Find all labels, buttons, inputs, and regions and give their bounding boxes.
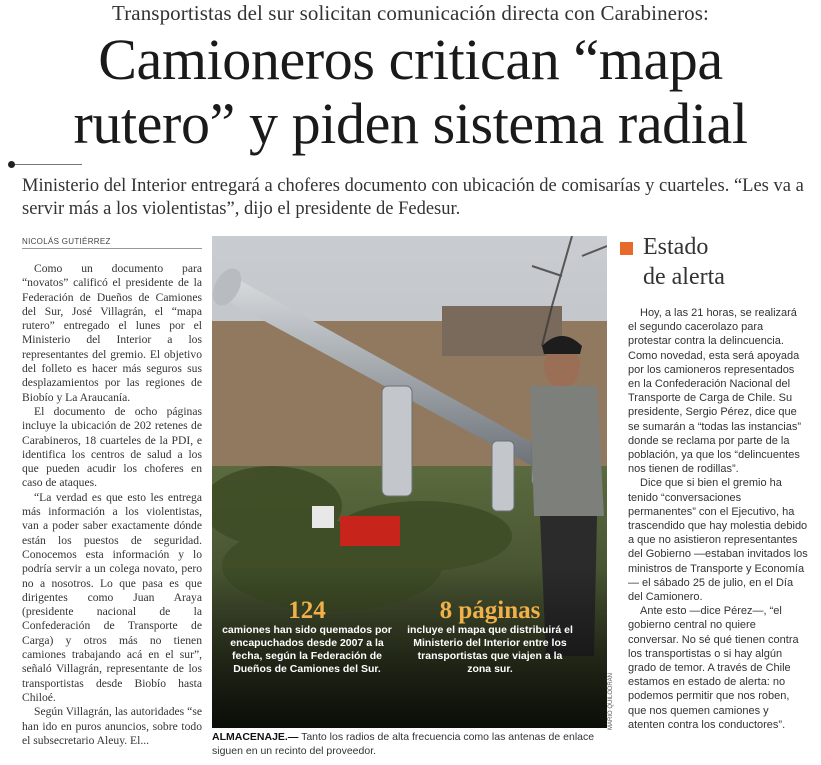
sidebar-paragraph: Ante esto —dice Pérez—, “el gobierno central no quiere conversar. No sé qué tienen contra los transportistas o si hay algún grado de temor. A través de Chile estamos en estado de alerta: no podemos permitir que nos roben, que nos quemen camiones y atenten contra los conductores”. xyxy=(628,605,799,731)
stat-box-pages xyxy=(405,598,575,676)
byline: NICOLÁS GUTIÉRREZ xyxy=(22,237,111,246)
stat-number: 8 páginas xyxy=(439,597,541,624)
sidebar-paragraph: Hoy, a las 21 horas, se realizará el segundo cacerolazo para protestar contra la delincuencia. Como novedad, esta será apoyada por los camioneros representados en la Confederación Nacional del Transporte de Carga de Chile. Su presidente, Sergio Pérez, dice que se sumarán a “todas las instancias” donde se reclama por parte de la población, ya que los “delincuentes nos tienen de rodillas”. xyxy=(628,307,802,476)
sidebar-body xyxy=(628,306,808,732)
photo-caption xyxy=(212,730,610,758)
sidebar-square-icon xyxy=(620,242,633,255)
headline-line-1: Camioneros critican “mapa xyxy=(98,27,723,92)
sidebar-title-line-1: Estado xyxy=(643,234,709,260)
body-paragraph: “La verdad es que esto les entrega más información a los violentistas, van a poder saber exactamente dónde están los puestos de seguridad. Conocemos esta información y lo podría servir a un colega novato, pero no a nosotros. Lo que pasa es que dirigentes como Juan Araya (presidente nacional de la Confederación de Transporte de Carga) y otros más no tienen camiones trabajando acá en el sur”, señaló Villagrán, representante de los transportistas desde Biobío hasta Chiloé. xyxy=(22,490,202,704)
body-paragraph: Según Villagrán, las autoridades “se han ido en puros anuncios, sobre todo el subsecretario Aleuy. El... xyxy=(22,705,202,747)
deck: Ministerio del Interior entregará a choferes documento con ubicación de comisarías y cuarteles. “Les va a servir más a los violentistas”, dijo el presidente de Fedesur. xyxy=(22,176,804,219)
photo-credit: MARIO QUILODRÁN xyxy=(608,672,614,730)
body-paragraph: El documento de ocho páginas incluye la ubicación de 202 retenes de Carabineros, 18 cuarteles de la PDI, e identifica los centros de salud a los que pueden acudir los choferes en caso de ataques. xyxy=(22,404,202,490)
sidebar-paragraph: Dice que si bien el gremio ha tenido “conversaciones permanentes” con el Ejecutivo, ha trascendido que hay molestia debido a que no asistieron representantes del Gobierno —estaban invitados los ministros de Transporte y Economía— el sábado 25 de julio, en el Día del Camionero. xyxy=(628,477,808,604)
bullet-dot-icon xyxy=(8,161,15,168)
sidebar-title-line-2: de alerta xyxy=(643,264,725,290)
body-paragraph: Como un documento para “novatos” calificó el presidente de la Federación de Dueños de Camiones del Sur, José Villagrán, el “mapa rutero” entregado el lunes por el Ministerio del Interior a los representantes del gremio. El objetivo del folleto es hacer más seguros sus desplazamientos por las regiones de Biobío y La Araucanía. xyxy=(22,262,202,404)
caption-label: ALMACENAJE.— xyxy=(212,731,299,743)
caption-text: Tanto los radios de alta frecuencia como las antenas de enlace siguen en un recinto del proveedor. xyxy=(212,731,595,757)
headline xyxy=(0,28,821,156)
stat-number: 124 xyxy=(288,597,326,624)
byline-divider xyxy=(22,248,202,249)
stat-text: incluye el mapa que distribuirá el Ministerio del Interior entre los transportistas que viajen a la zona sur. xyxy=(407,624,573,675)
body-column-left xyxy=(22,262,202,765)
stat-box-trucks xyxy=(222,598,392,676)
sidebar-title xyxy=(643,232,725,292)
stat-text: camiones han sido quemados por encapuchados desde 2007 a la fecha, según la Federación de Dueños de Camiones del Sur. xyxy=(222,624,392,675)
kicker: Transportistas del sur solicitan comunicación directa con Carabineros: xyxy=(112,1,709,25)
divider xyxy=(12,164,82,165)
headline-line-2: rutero” y piden sistema radial xyxy=(73,91,748,156)
